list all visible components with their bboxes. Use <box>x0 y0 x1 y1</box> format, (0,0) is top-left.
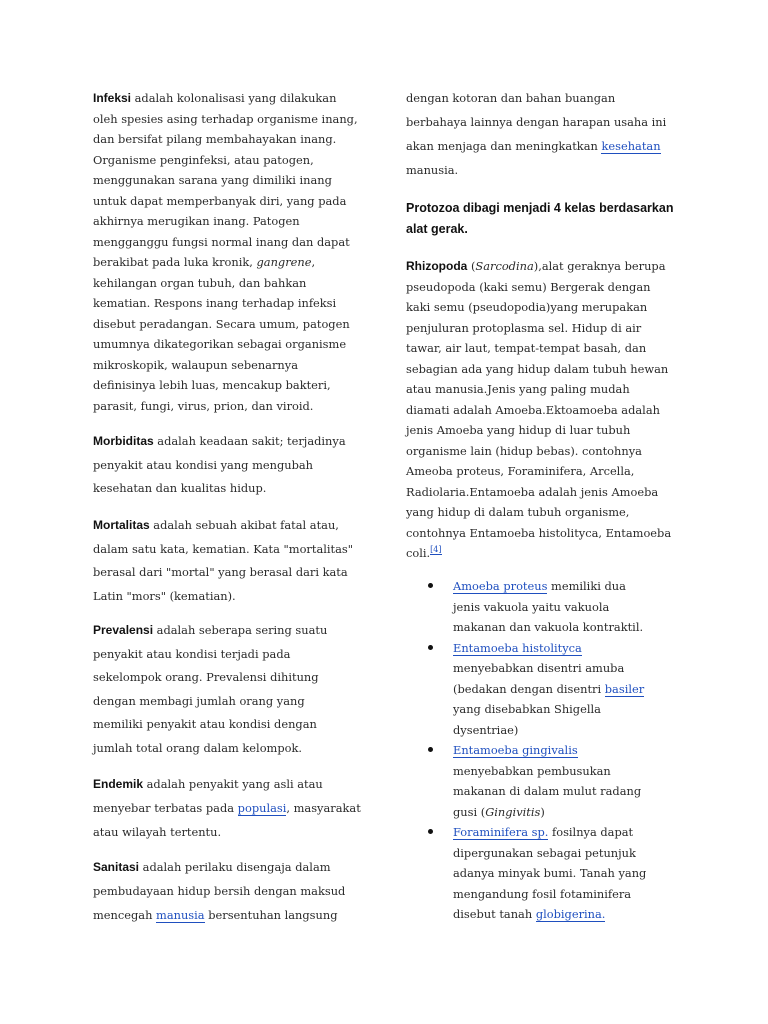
link-basiler[interactable]: basiler <box>604 681 645 696</box>
bullet-text: menyebabkan pembusukan makanan di dalam mulut radang gusi ( <box>453 763 642 819</box>
link-manusia[interactable]: manusia <box>156 908 205 922</box>
term-sanitasi: Sanitasi <box>93 860 140 874</box>
link-foraminifera[interactable]: Foraminifera sp. <box>453 825 549 839</box>
link-kesehatan[interactable]: kesehatan <box>601 139 661 153</box>
paragraph-rhizopoda <box>406 256 674 564</box>
term-infeksi: Infeksi <box>93 91 132 105</box>
morbiditas-text: adalah keadaan sakit; terjadinya penyakit atau kondisi yang mengubah kesehatan dan kualitas hidup. <box>93 434 346 495</box>
link-entamoeba-histolityca[interactable]: Entamoeba histolityca <box>453 640 582 655</box>
prevalensi-text: adalah seberapa sering suatu penyakit atau kondisi terjadi pada sekelompok orang. Prevalensi dihitung dengan membagi jumlah orang yang memiliki penyakit atau kondisi dengan jumlah total orang dalam kelompok. <box>93 623 328 755</box>
bullet-italic: Gingivitis <box>485 804 541 819</box>
paragraph-infeksi <box>93 88 361 416</box>
rhizopoda-italic: Sarcodina <box>475 259 534 273</box>
paragraph-continuation <box>406 86 676 182</box>
section-heading: Protozoa dibagi menjadi 4 kelas berdasarkan alat gerak. <box>406 201 674 236</box>
paragraph-morbiditas <box>93 430 355 501</box>
infeksi-italic: gangrene <box>256 255 312 269</box>
bullet-icon <box>428 583 433 588</box>
bullet-text-2: yang disebabkan Shigella dysentriae) <box>453 702 601 737</box>
bullet-text-3: ) <box>540 804 545 819</box>
bullet-list <box>428 576 652 925</box>
continuation-text-2: manusia. <box>406 163 459 177</box>
endemik-text: adalah penyakit yang asli atau menyebar terbatas pada <box>93 777 323 815</box>
paragraph-endemik <box>93 772 363 844</box>
paragraph-mortalitas <box>93 514 355 608</box>
infeksi-text: adalah kolonalisasi yang dilakukan oleh spesies asing terhadap organisme inang, dan bersifat pilang membahayakan inang. Organisme penginfeksi, atau patogen, menggunakan sarana yang dimiliki inang untuk dapat memperbanyak diri, yang pada akhirnya merugikan inang. Patogen mengganggu fungsi normal inang dan dapat berakibat pada luka kronik, <box>93 91 358 269</box>
rhizopoda-text: ),alat geraknya berupa pseudopoda (kaki semu) Bergerak dengan kaki semu (pseudopodia)yang merupakan penjuluran protoplasma sel. Hidup di air tawar, air laut, tempat-tempat basah, dan sebagian ada yang hidup dalam tubuh hewan atau manusia.Jenis yang paling mudah diamati adalah Amoeba.Ektoamoeba adalah jenis Amoeba yang hidup di luar tubuh organisme lain (hidup bebas). contohnya Ameoba proteus, Foraminifera, Arcella, Radiolaria.Entamoeba adalah jenis Amoeba yang hidup di dalam tubuh organisme, contohnya Entamoeba histolityca, Entamoeba coli. <box>406 259 672 560</box>
list-item <box>428 576 652 638</box>
mortalitas-text: adalah sebuah akibat fatal atau, dalam satu kata, kematian. Kata "mortalitas" berasal dari "mortal" yang berasal dari kata Latin "mors" (kematian). <box>93 518 353 603</box>
term-morbiditas: Morbiditas <box>93 434 154 448</box>
bullet-text: menyebabkan disentri amuba (bedakan dengan disentri <box>453 661 625 696</box>
continuation-text: dengan kotoran dan bahan buangan berbahaya lainnya dengan harapan usaha ini akan menjaga dan meningkatkan <box>406 91 667 153</box>
rhizopoda-paren: ( <box>467 259 476 273</box>
reference-link[interactable]: [4] <box>430 545 442 555</box>
term-rhizopoda: Rhizopoda <box>406 259 468 273</box>
link-entamoeba-gingivalis[interactable]: Entamoeba gingivalis <box>453 743 578 757</box>
term-endemik: Endemik <box>93 777 144 791</box>
bullet-text: memiliki dua jenis vakuola yaitu vakuola makanan dan vakuola kontraktil. <box>453 579 644 634</box>
endemik-text-2: , masyarakat atau wilayah tertentu. <box>93 801 361 839</box>
infeksi-text-2: , kehilangan organ tubuh, dan bahkan kematian. Respons inang terhadap infeksi disebut peradangan. Secara umum, patogen umumnya dikategorikan sebagai organisme mikroskopik, walaupun sebenarnya definisinya lebih luas, mencakup bakteri, parasit, fungi, virus, prion, dan viroid. <box>93 255 350 413</box>
paragraph-sanitasi <box>93 855 355 927</box>
list-item <box>428 638 652 741</box>
term-mortalitas: Mortalitas <box>93 518 150 532</box>
bullet-icon <box>428 829 433 834</box>
list-item <box>428 740 652 822</box>
link-populasi[interactable]: populasi <box>237 801 287 815</box>
bullet-text: fosilnya dapat dipergunakan sebagai petunjuk adanya minyak bumi. Tanah yang mengandung fosil fotaminifera disebut tanah <box>453 825 647 921</box>
bullet-icon <box>428 645 433 650</box>
bullet-icon <box>428 747 433 752</box>
link-amoeba-proteus[interactable]: Amoeba proteus <box>453 579 548 593</box>
sanitasi-text: adalah perilaku disengaja dalam pembudayaan hidup bersih dengan maksud mencegah <box>93 860 346 922</box>
link-globigerina[interactable]: globigerina. <box>535 907 606 921</box>
term-prevalensi: Prevalensi <box>93 623 154 637</box>
sanitasi-text-2: bersentuhan langsung <box>204 908 338 922</box>
paragraph-prevalensi <box>93 619 355 760</box>
list-item <box>428 822 652 925</box>
